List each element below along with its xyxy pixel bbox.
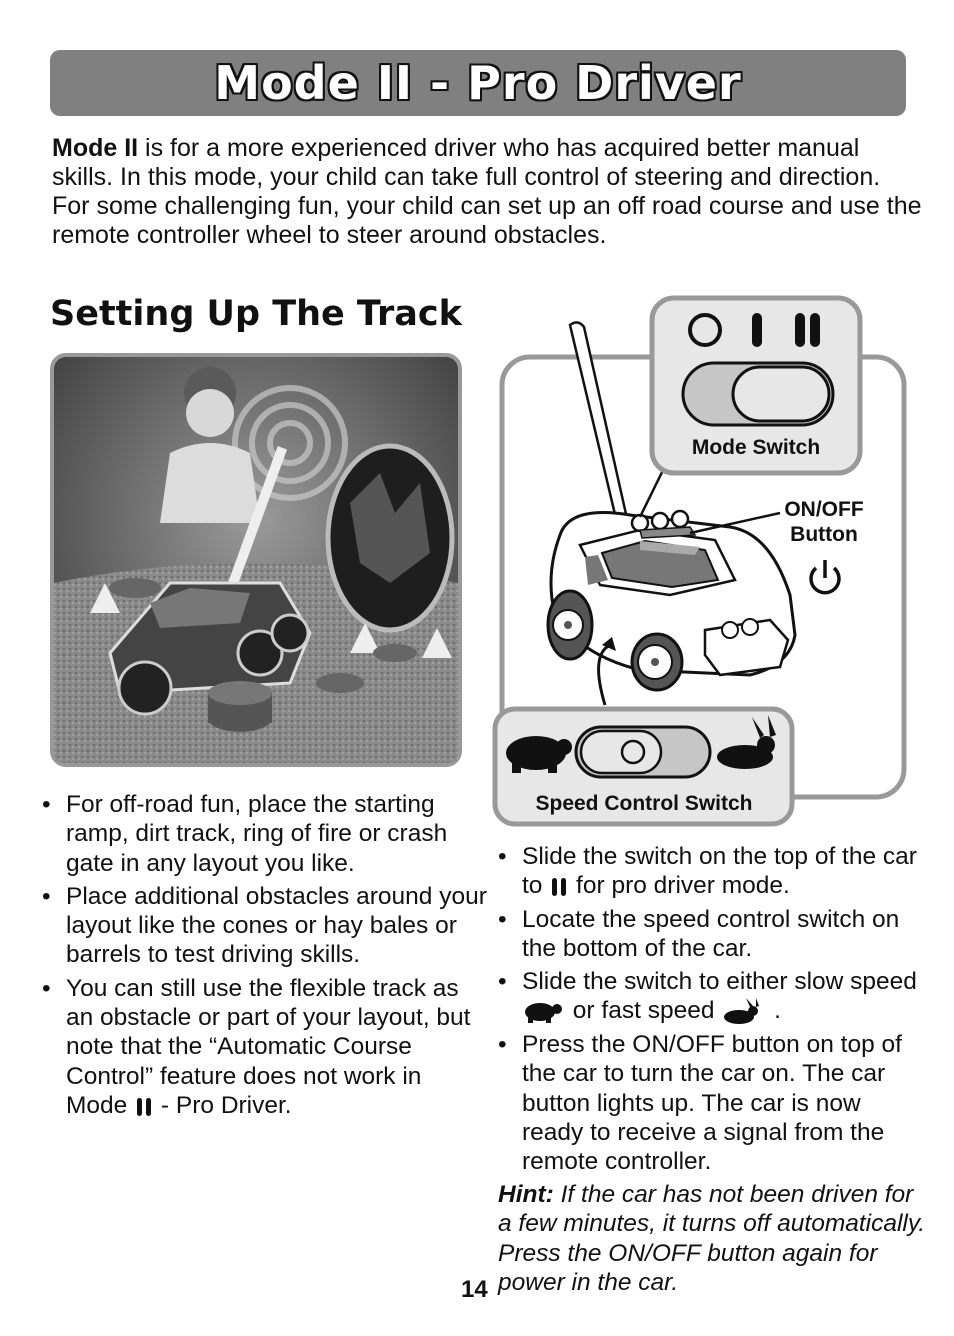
list-item-text: You can still use the flexible track as an obstacle or part of your layout, but note that the “Automatic Course Control” feature does not work in Mode xyxy=(66,974,471,1119)
intro-text: is for a more experienced driver who has acquired better manual skills. In this mode, your child can take full control of steering and direction. For some challenging fun, your child can set up an off road course and use the remote controller wheel to steer around obstacles. xyxy=(52,134,922,249)
intro-lead: Mode II xyxy=(52,134,139,162)
hint-label: Hint: xyxy=(498,1181,554,1208)
page-number: 14 xyxy=(461,1276,488,1303)
list-item-text: Slide the switch on the top of the car to xyxy=(522,843,917,900)
onoff-label-line2: Button xyxy=(790,523,858,546)
onoff-label-line1: ON/OFF xyxy=(784,498,864,521)
left-bullet-list xyxy=(42,790,487,1124)
list-item-text: Slide the switch to either slow speed xyxy=(522,968,917,996)
page-title: Mode II - Pro Driver xyxy=(214,56,742,110)
right-bullet-list xyxy=(498,842,928,1181)
track-photo xyxy=(50,353,462,767)
list-item-text: For off-road fun, place the starting ramp, dirt track, ring of fire or crash gate in any layout you like. xyxy=(66,791,448,877)
intro-paragraph xyxy=(52,134,922,250)
mode-two-icon xyxy=(134,1097,154,1117)
list-item-text: Place additional obstacles around your layout like the cones or hay bales or barrels to test driving skills. xyxy=(66,882,487,969)
list-item-text-end: - Pro Driver. xyxy=(154,1091,292,1119)
list-item xyxy=(498,905,928,964)
list-item xyxy=(42,790,487,878)
rabbit-icon xyxy=(721,998,767,1026)
list-item xyxy=(498,842,928,901)
car-diagram xyxy=(490,295,910,835)
list-item xyxy=(42,974,487,1120)
mode-switch-label: Mode Switch xyxy=(691,436,821,459)
list-item-text: Locate the speed control switch on the bottom of the car. xyxy=(522,905,900,962)
list-item-text: Press the ON/OFF button on top of the car to turn the car on. The car button lights up. The car is now ready to receive a signal from the remote controller. xyxy=(522,1031,902,1176)
list-item-text-mid: or fast speed xyxy=(566,997,715,1025)
section-title: Setting Up The Track xyxy=(50,294,462,334)
list-item xyxy=(42,882,487,970)
mode-two-icon xyxy=(549,877,569,897)
hint-text: If the car has not been driven for a few minutes, it turns off automatically. Press the ON/OFF button again for power in the car. xyxy=(498,1181,926,1296)
list-item-text-end: . xyxy=(767,997,781,1025)
speed-switch-label: Speed Control Switch xyxy=(535,792,753,815)
list-item xyxy=(498,967,928,1026)
list-item-text-end: for pro driver mode. xyxy=(569,872,790,900)
hint-paragraph xyxy=(498,1180,928,1297)
list-item xyxy=(498,1030,928,1176)
title-bar xyxy=(50,50,906,116)
turtle-icon xyxy=(522,998,566,1026)
